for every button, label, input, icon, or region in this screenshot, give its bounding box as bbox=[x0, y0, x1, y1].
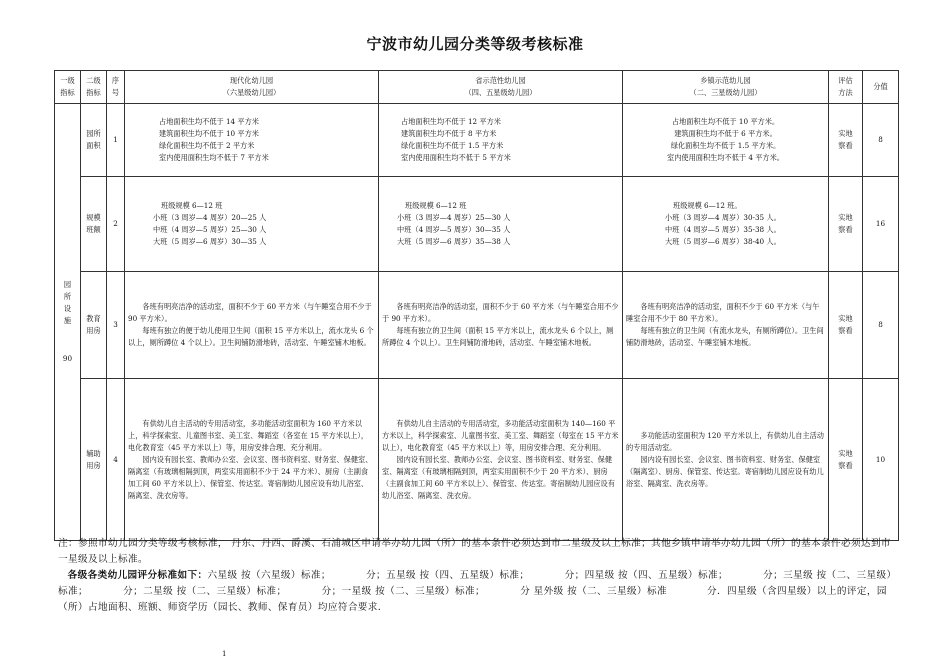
header-score: 分值 bbox=[863, 71, 899, 104]
page-number: 1 bbox=[222, 650, 227, 658]
level1-cell: 园 所 设 施 90 bbox=[55, 104, 81, 541]
six-star-cell: 有供幼儿自主活动的专用活动室，多功能活动室面积为 160 平方米以上，科学探索室、儿童图书室、美工室、舞蹈室（各室在 15 平方米以上），电化教育室（45 平方米以上）等，用房安排合理、充分利用。 园内设有园长室、教师办公室、会议室、图书资料室、财务室、保健室、隔离室（有玻璃相隔到顶，两室实用面积不少于 24 平方米）、厨房（主副食加工间 60 平方米以上）、保管室、传达室。寄宿制幼儿园应设有幼儿浴室、隔离室、洗衣房等。 bbox=[125, 379, 379, 541]
standards-table bbox=[54, 70, 899, 541]
method-cell: 实地 察看 bbox=[829, 379, 863, 541]
score-cell: 8 bbox=[863, 272, 899, 379]
two-three-star-cell: 各班有明亮洁净的活动室，面积不少于 60 平方米（与午睡室合用不少于 80 平方米）。 每班有独立的卫生间（有流水龙头，有厕所蹲位）。卫生间铺防滑地砖，活动室、午睡室铺木地板。 bbox=[623, 272, 829, 379]
header-two-three-star: 乡镇示范幼儿园 （二、三星级幼儿园） bbox=[623, 71, 829, 104]
six-star-cell: 班级规模 6—12 班 小班（3 周岁—4 周岁）20—25 人 中班（4 周岁—5 周岁）25—30 人 大班（5 周岁—6 周岁）30—35 人 bbox=[125, 177, 379, 272]
six-star-cell: 占地面积生均不低于 14 平方米 建筑面积生均不低于 10 平方米 绿化面积生均不低于 2 平方米 室内使用面积生均不低于 7 平方米 bbox=[125, 104, 379, 177]
note-section bbox=[58, 536, 896, 616]
table-row bbox=[55, 272, 899, 379]
header-seq: 序 号 bbox=[107, 71, 125, 104]
level2-cell: 规模 班额 bbox=[81, 177, 107, 272]
seq-cell: 2 bbox=[107, 177, 125, 272]
header-method: 评估 方法 bbox=[829, 71, 863, 104]
table-header-row bbox=[55, 71, 899, 104]
table-row bbox=[55, 104, 899, 177]
score-cell: 8 bbox=[863, 104, 899, 177]
scoring-paragraph bbox=[58, 568, 896, 616]
note-paragraph: 注：参照市幼儿园分类等级考核标准， 丹东、丹西、爵溪、石浦城区申请举办幼儿园（所）的基本条件必须达到市二星级及以上标准；其他乡镇申请举办幼儿园（所）的基本条件必须达到市一星级及以上标准。 bbox=[58, 538, 891, 565]
header-six-star: 现代化幼儿园 （六星级幼儿园） bbox=[125, 71, 379, 104]
two-three-star-cell: 占地面积生均不低于 10 平方米。 建筑面积生均不低于 6 平方米。 绿化面积生均不低于 1.5 平方米。 室内使用面积生均不低于 4 平方米。 bbox=[623, 104, 829, 177]
header-level1: 一级 指标 bbox=[55, 71, 81, 104]
scoring-text: 六星级 按（六星级）标准； 分；五星级 按（四、五星级）标准； 分；四星级 按（四、五星级）标准； 分；三星级 按（二、三星级）标准； 分；二星级 按（二、三星级）标准； 分；一星级 按（二、三星级）标准； 分 星外级 按（二、三星级）标准 分．四星级（含四星级）以上的评定，园（所）占地面积、班额、师资学历（园长、教师、保育员）均应符合要求． bbox=[58, 570, 892, 613]
two-three-star-cell: 多功能活动室面积为 120 平方米以上，有供幼儿自主活动的专用活动室。 园内设有园长室、会议室、图书资料室、财务室、保健室（隔离室）、厨房、保管室、传达室。寄宿制幼儿园应设有幼儿浴室、隔离室、洗衣房等。 bbox=[623, 379, 829, 541]
four-five-star-cell: 有供幼儿自主活动的专用活动室，多功能活动室面积为 140—160 平方米以上，科学探索室、儿童图书室、美工室、舞蹈室（每室在 15 平方米以上），电化教育室（45 平方米以上）等，用房安排合理、充分利用。 园内设有园长室、教师办公室、会议室、图书资料室、财务室、保健室、隔离室（有玻璃相隔到顶，两室实用面积不少于 20 平方米）、厨房（主副食加工间 60 平方米以上）、保管室、传达室。寄宿制幼儿园应设有幼儿浴室、隔离室、洗衣房。 bbox=[379, 379, 623, 541]
header-four-five-star: 省示范性幼儿园 （四、五星级幼儿园） bbox=[379, 71, 623, 104]
table-row bbox=[55, 379, 899, 541]
method-cell: 实地 察看 bbox=[829, 104, 863, 177]
scoring-heading: 各级各类幼儿园评分标准如下： bbox=[67, 570, 208, 581]
seq-cell: 3 bbox=[107, 272, 125, 379]
method-cell: 实地 察看 bbox=[829, 272, 863, 379]
level2-cell: 辅助 用房 bbox=[81, 379, 107, 541]
two-three-star-cell: 班级规模 6—12 班。 小班（3 周岁—4 周岁）30-35 人。 中班（4 周岁—5 周岁）35-38 人。 大班（5 周岁—6 周岁）38-40 人。 bbox=[623, 177, 829, 272]
level2-cell: 教育 用房 bbox=[81, 272, 107, 379]
header-level2: 二级 指标 bbox=[81, 71, 107, 104]
level2-cell: 园所 面积 bbox=[81, 104, 107, 177]
method-cell: 实地 察看 bbox=[829, 177, 863, 272]
score-cell: 16 bbox=[863, 177, 899, 272]
document-title: 宁波市幼儿园分类等级考核标准 bbox=[366, 35, 584, 53]
score-cell: 10 bbox=[863, 379, 899, 541]
four-five-star-cell: 班级规模 6—12 班 小班（3 周岁—4 周岁）25—30 人 中班（4 周岁—5 周岁）30—35 人 大班（5 周岁—6 周岁）35—38 人 bbox=[379, 177, 623, 272]
table-row bbox=[55, 177, 899, 272]
seq-cell: 1 bbox=[107, 104, 125, 177]
six-star-cell: 各班有明亮洁净的活动室，面积不少于 60 平方米（与午睡室合用不少于 90 平方米）。 每班有独立的便于幼儿使用卫生间（面积 15 平方米以上，流水龙头 6 个以上，厕所蹲位 4 个以上）。卫生间铺防滑地砖，活动室、午睡室铺木地板。 bbox=[125, 272, 379, 379]
four-five-star-cell: 占地面积生均不低于 12 平方米 建筑面积生均不低于 8 平方米 绿化面积生均不低于 1.5 平方米 室内使用面积生均不低于 5 平方米 bbox=[379, 104, 623, 177]
seq-cell: 4 bbox=[107, 379, 125, 541]
level1-score: 90 bbox=[62, 354, 73, 363]
four-five-star-cell: 各班有明亮洁净的活动室，面积不少于 60 平方米（与午睡室合用不少于 90 平方米）。 每班有独立的卫生间（面积 15 平方米以上，流水龙头 6 个以上，厕所蹲位 4 个以上）。卫生间铺防滑地砖，活动室、午睡室铺木地板。 bbox=[379, 272, 623, 379]
